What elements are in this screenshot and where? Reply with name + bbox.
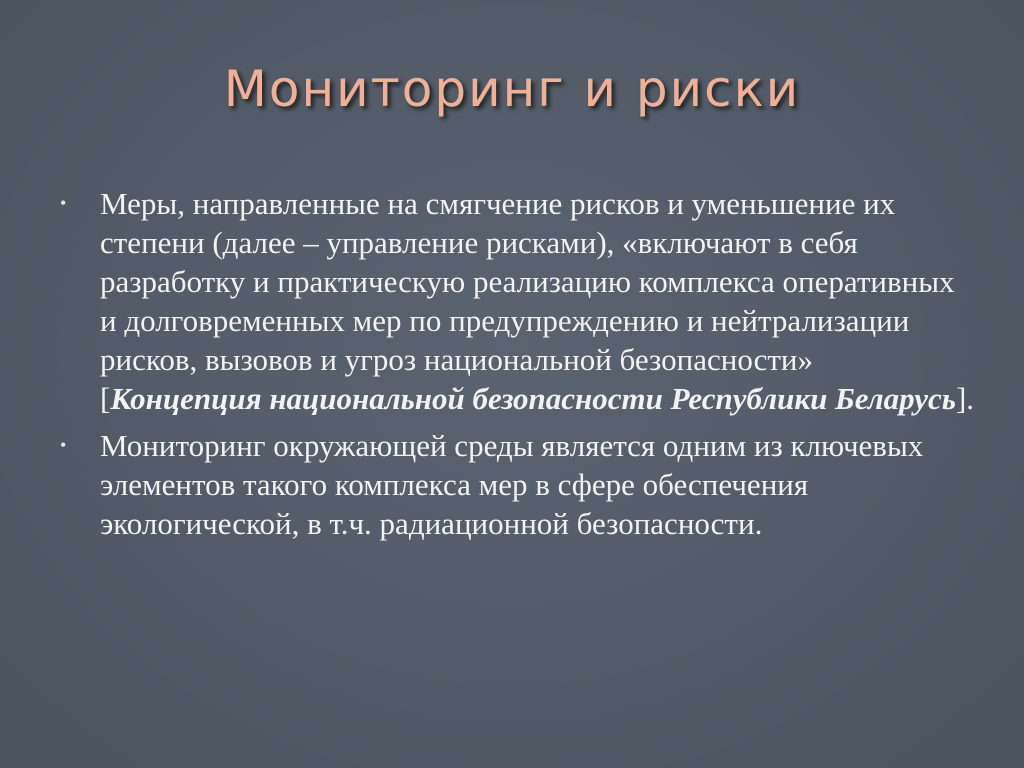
bullet-icon: • [60, 435, 67, 455]
citation-close: ]. [955, 381, 975, 416]
bullet-text: Меры, направленные на смягчение рисков и уменьшение их степени (далее – управление рисками), «включают в себя разработку и практическую реализацию комплекса оперативных и долговременных мер по предупреждению и нейтрализации рисков, вызовов и угроз национальной безопасности» [ [100, 186, 955, 416]
slide-body [56, 184, 976, 551]
concept-citation: Концепция национальной безопасности Республики Беларусь [110, 381, 956, 416]
bullet-text: Мониторинг окружающей среды является одним из ключевых элементов такого комплекса мер в сфере обеспечения экологической, в т.ч. радиационной безопасности. [100, 428, 924, 541]
bullet-item-risk-management [56, 184, 976, 418]
slide-title: Мониторинг и риски [223, 60, 801, 118]
bullet-item-monitoring [56, 426, 976, 543]
bullet-icon: • [60, 193, 67, 213]
